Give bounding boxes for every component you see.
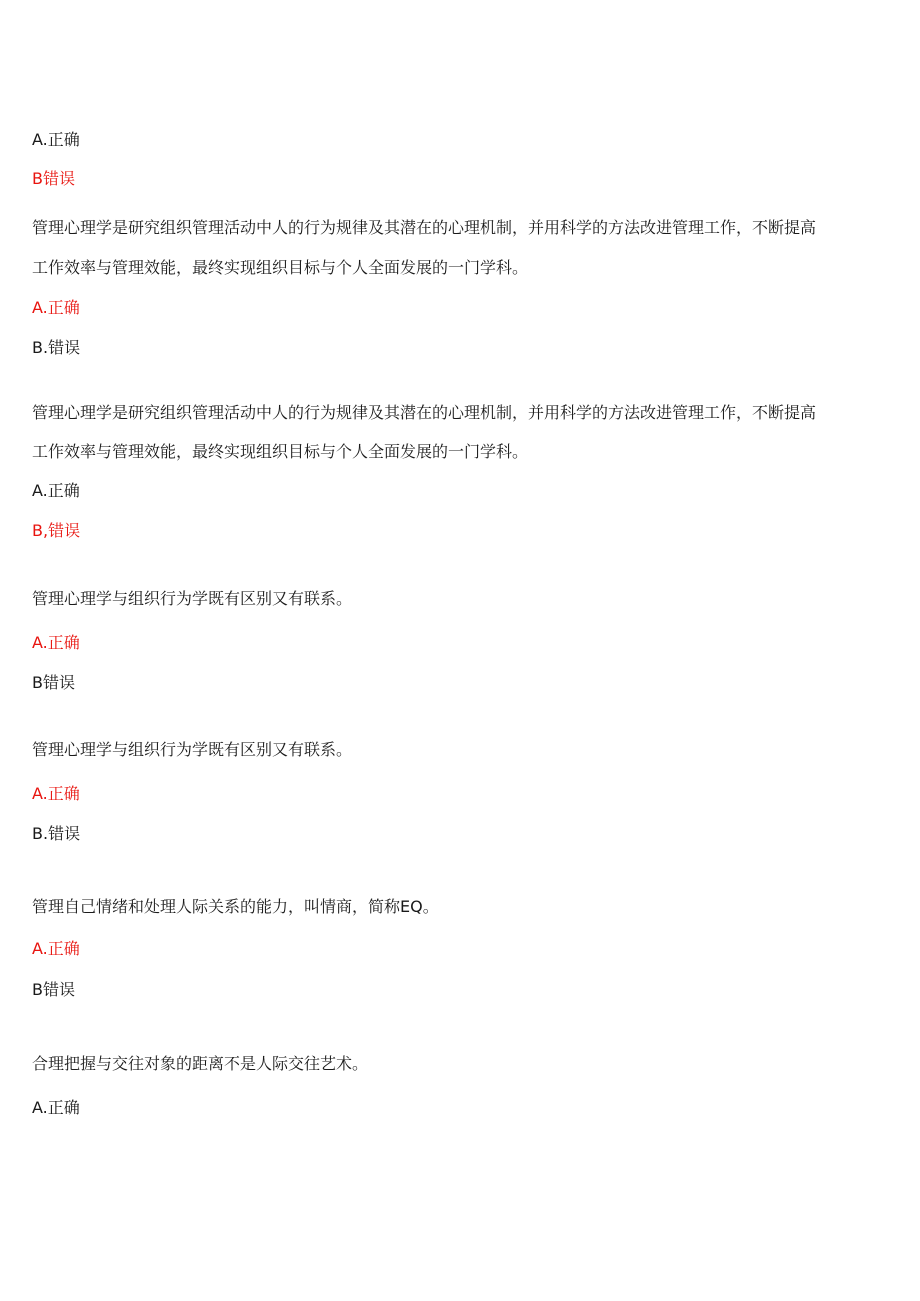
option-b-answer: B错误 (32, 169, 75, 188)
question-text: 管理自己情绪和处理人际关系的能力，叫情商，简称EQ。 (32, 897, 439, 916)
option-a-answer: A.正确 (32, 784, 80, 803)
option-b: B错误 (32, 673, 75, 692)
option-b: B错误 (32, 980, 75, 999)
option-b: B.错误 (32, 824, 81, 843)
option-b: B.错误 (32, 338, 81, 357)
question-text: 合理把握与交往对象的距离不是人际交往艺术。 (32, 1054, 369, 1073)
option-a: A.正确 (32, 1098, 80, 1117)
option-a: A.正确 (32, 481, 80, 500)
option-a: A.正确 (32, 130, 80, 149)
option-a-answer: A.正确 (32, 633, 80, 652)
question-text: 管理心理学与组织行为学既有区别又有联系。 (32, 589, 353, 608)
question-text-cont: 工作效率与管理效能，最终实现组织目标与个人全面发展的一门学科。 (32, 258, 529, 277)
question-text: 管理心理学与组织行为学既有区别又有联系。 (32, 740, 353, 759)
option-b-answer: B,错误 (32, 521, 81, 540)
question-text: 管理心理学是研究组织管理活动中人的行为规律及其潜在的心理机制，并用科学的方法改进管理工作，不断提高 (32, 403, 817, 422)
option-a-answer: A.正确 (32, 298, 80, 317)
question-text-cont: 工作效率与管理效能，最终实现组织目标与个人全面发展的一门学科。 (32, 442, 529, 461)
option-a-answer: A.正确 (32, 939, 80, 958)
question-text: 管理心理学是研究组织管理活动中人的行为规律及其潜在的心理机制，并用科学的方法改进管理工作，不断提高 (32, 218, 817, 237)
